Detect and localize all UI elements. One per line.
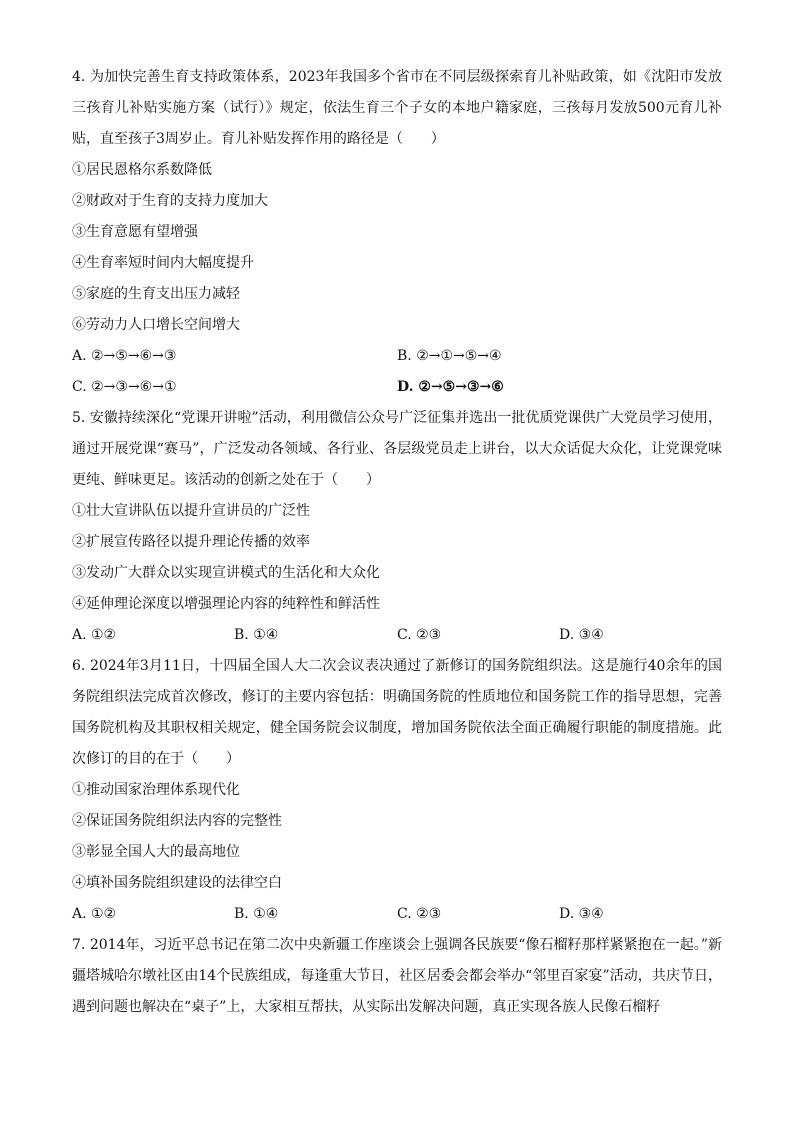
question-4-choice-c: C. ②→③→⑥→① [72,379,177,395]
question-4 [72,62,722,403]
question-4-stem: 4. 为加快完善生育支持政策体系，2023年我国多个省市在不同层级探索育儿补贴政策，如《沈阳市发放三孩育儿补贴实施方案（试行）》规定，依法生育三个子女的本地户籍家庭，三孩每月发放500元育儿补贴，直至孩子3周岁止。育儿补贴发挥作用的路径是（ ） [72,69,722,147]
question-4-item-1: ①居民恩格尔系数降低 [72,162,212,178]
question-7 [72,930,722,1023]
question-4-choices-row-1 [72,341,722,372]
question-6-choice-c: C. ②③ [397,906,442,922]
question-7-stem: 7. 2014年，习近平总书记在第二次中央新疆工作座谈会上强调各民族要“像石榴籽那样紧紧抱在一起。”新疆塔城哈尔墩社区由14个民族组成，每逢重大节日，社区居委会都会举办“邻里百家宴”活动，共庆节日，遇到问题也解决在“桌子”上，大家相互帮扶，从实际出发解决问题，真正实现各族人民像石榴籽 [72,937,722,1015]
question-5 [72,403,722,651]
document-page [72,62,722,1023]
question-5-choice-c: C. ②③ [397,627,442,643]
question-6-item-3: ③彰显全国人大的最高地位 [72,844,240,860]
question-5-choices [72,620,722,651]
question-4-item-2: ②财政对于生育的支持力度加大 [72,193,268,209]
question-4-choices-row-2 [72,372,722,403]
question-6-choice-d: D. ③④ [559,906,604,922]
question-5-item-3: ③发动广大群众以实现宣讲模式的生活化和大众化 [72,565,380,581]
question-6-item-2: ②保证国务院组织法内容的完整性 [72,813,282,829]
question-5-item-4: ④延伸理论深度以增强理论内容的纯粹性和鲜活性 [72,596,380,612]
question-4-item-5: ⑤家庭的生育支出压力减轻 [72,286,240,302]
question-6-choices [72,899,722,930]
question-4-item-3: ③生育意愿有望增强 [72,224,198,240]
question-6-choice-a: A. ①② [72,906,117,922]
question-4-choice-d: D. ②→⑤→③→⑥ [397,379,504,395]
question-6-choice-b: B. ①④ [234,906,279,922]
question-4-choice-a: A. ②→⑤→⑥→③ [72,348,177,364]
question-5-choice-b: B. ①④ [234,627,279,643]
question-4-item-4: ④生育率短时间内大幅度提升 [72,255,254,271]
question-5-item-1: ①壮大宣讲队伍以提升宣讲员的广泛性 [72,503,310,519]
question-6-stem: 6. 2024年3月11日，十四届全国人大二次会议表决通过了新修订的国务院组织法。这是施行40余年的国务院组织法完成首次修改，修订的主要内容包括：明确国务院的性质地位和国务院工作的指导思想，完善国务院机构及其职权相关规定，健全国务院会议制度，增加国务院依法全面正确履行职能的制度措施。此次修订的目的在于（ ） [72,658,722,767]
question-5-stem: 5. 安徽持续深化“党课开讲啦”活动，利用微信公众号广泛征集并选出一批优质党课供广大党员学习使用，通过开展党课“赛马”，广泛发动各领域、各行业、各层级党员走上讲台，以大众话促大众化，让党课党味更纯、鲜味更足。该活动的创新之处在于（ ） [72,410,722,488]
question-4-item-6: ⑥劳动力人口增长空间增大 [72,317,240,333]
question-5-item-2: ②扩展宣传路径以提升理论传播的效率 [72,534,310,550]
question-5-choice-d: D. ③④ [559,627,604,643]
question-6-item-4: ④填补国务院组织建设的法律空白 [72,875,282,891]
question-4-choice-b: B. ②→①→⑤→④ [397,348,502,364]
question-5-choice-a: A. ①② [72,627,117,643]
question-6 [72,651,722,930]
question-6-item-1: ①推动国家治理体系现代化 [72,782,240,798]
